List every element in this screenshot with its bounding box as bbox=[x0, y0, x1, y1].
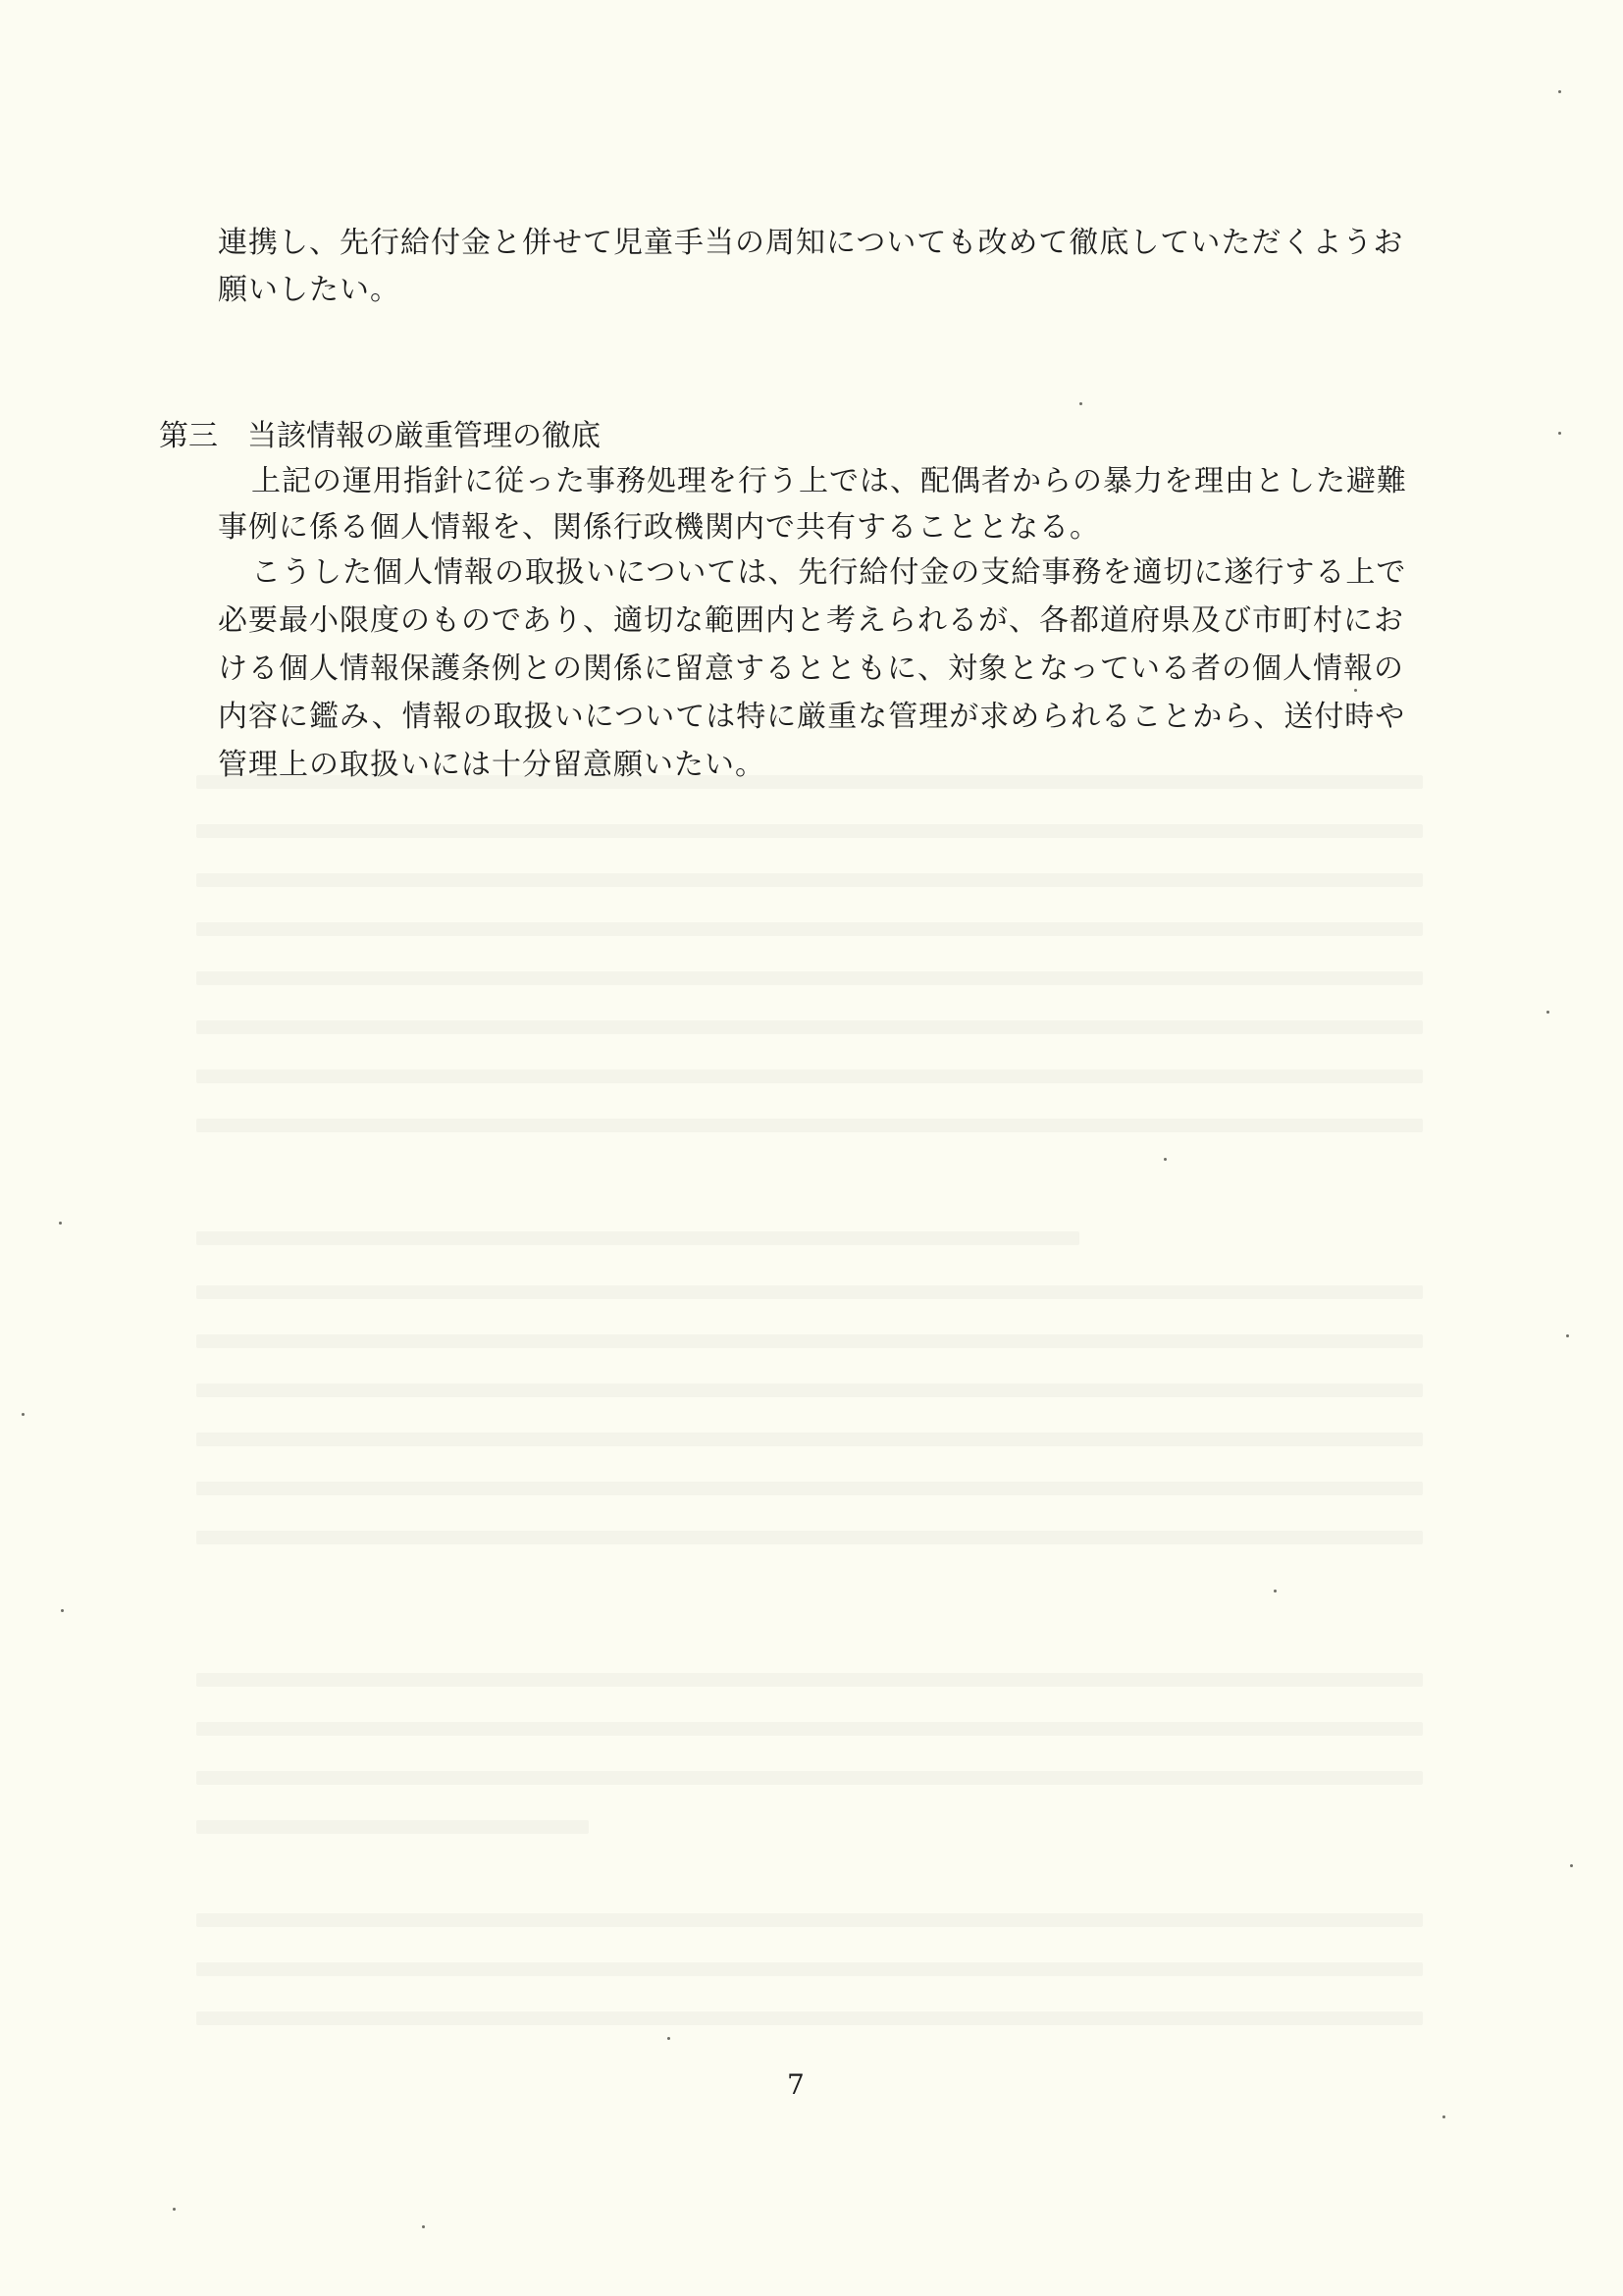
bleed-through-line bbox=[196, 1771, 1423, 1785]
bleed-through-line bbox=[196, 1334, 1423, 1348]
section-paragraph-line: 上記の運用指針に従った事務処理を行う上では、配偶者からの暴力を理由とした避難 bbox=[251, 464, 1407, 498]
scan-speck bbox=[1546, 1011, 1549, 1014]
bleed-through-line bbox=[196, 922, 1423, 936]
bleed-through-line bbox=[196, 824, 1423, 838]
section-paragraph-line: 事例に係る個人情報を、関係行政機関内で共有することとなる。 bbox=[218, 510, 1100, 545]
bleed-through-line bbox=[196, 1722, 1423, 1736]
bleed-through-line bbox=[196, 1383, 1423, 1397]
scan-speck bbox=[1558, 432, 1561, 435]
section-paragraph-line: ける個人情報保護条例との関係に留意するとともに、対象となっている者の個人情報の bbox=[218, 652, 1404, 686]
bleed-through-line bbox=[196, 1962, 1423, 1976]
bleed-through-line bbox=[196, 1231, 1079, 1245]
scan-speck bbox=[173, 2208, 176, 2211]
bleed-through-line bbox=[196, 2011, 1423, 2025]
bleed-through-line bbox=[196, 873, 1423, 887]
scan-speck bbox=[59, 1222, 62, 1225]
bleed-through-line bbox=[196, 1820, 589, 1834]
bleed-through-line bbox=[196, 1433, 1423, 1446]
scan-speck bbox=[61, 1609, 64, 1612]
section-paragraph-line: 内容に鑑み、情報の取扱いについては特に厳重な管理が求められることから、送付時や bbox=[218, 700, 1406, 734]
section-paragraph-line: 管理上の取扱いには十分留意願いたい。 bbox=[218, 748, 765, 782]
scan-speck bbox=[1274, 1590, 1277, 1592]
bleed-through-line bbox=[196, 1020, 1423, 1034]
scan-speck bbox=[22, 1413, 25, 1416]
bleed-through-line bbox=[196, 1119, 1423, 1132]
scan-speck bbox=[1164, 1158, 1167, 1161]
intro-line-1: 連携し、先行給付金と併せて児童手当の周知についても改めて徹底していただくようお bbox=[218, 226, 1404, 260]
section-paragraph-line: 必要最小限度のものであり、適切な範囲内と考えられるが、各都道府県及び市町村にお bbox=[218, 603, 1404, 638]
intro-line-2: 願いしたい。 bbox=[218, 273, 400, 307]
scan-speck bbox=[1079, 402, 1082, 405]
section-heading: 第三 当該情報の厳重管理の徹底 bbox=[159, 419, 601, 453]
scan-speck bbox=[667, 2037, 670, 2040]
bleed-through-line bbox=[196, 1482, 1423, 1495]
bleed-through-line bbox=[196, 1913, 1423, 1927]
scan-speck bbox=[1566, 1334, 1569, 1337]
bleed-through-line bbox=[196, 1070, 1423, 1083]
scan-speck bbox=[1354, 689, 1357, 692]
bleed-through-line bbox=[196, 971, 1423, 985]
bleed-through-line bbox=[196, 1531, 1423, 1544]
scan-speck bbox=[422, 2225, 425, 2228]
scan-speck bbox=[1570, 1864, 1573, 1867]
scan-speck bbox=[1442, 2115, 1445, 2118]
section-paragraph-line: こうした個人情報の取扱いについては、先行給付金の支給事務を適切に遂行する上で bbox=[251, 555, 1407, 590]
scan-speck bbox=[1558, 90, 1561, 93]
bleed-through-line bbox=[196, 1673, 1423, 1687]
page-number: 7 bbox=[787, 2068, 805, 2101]
bleed-through-line bbox=[196, 1285, 1423, 1299]
